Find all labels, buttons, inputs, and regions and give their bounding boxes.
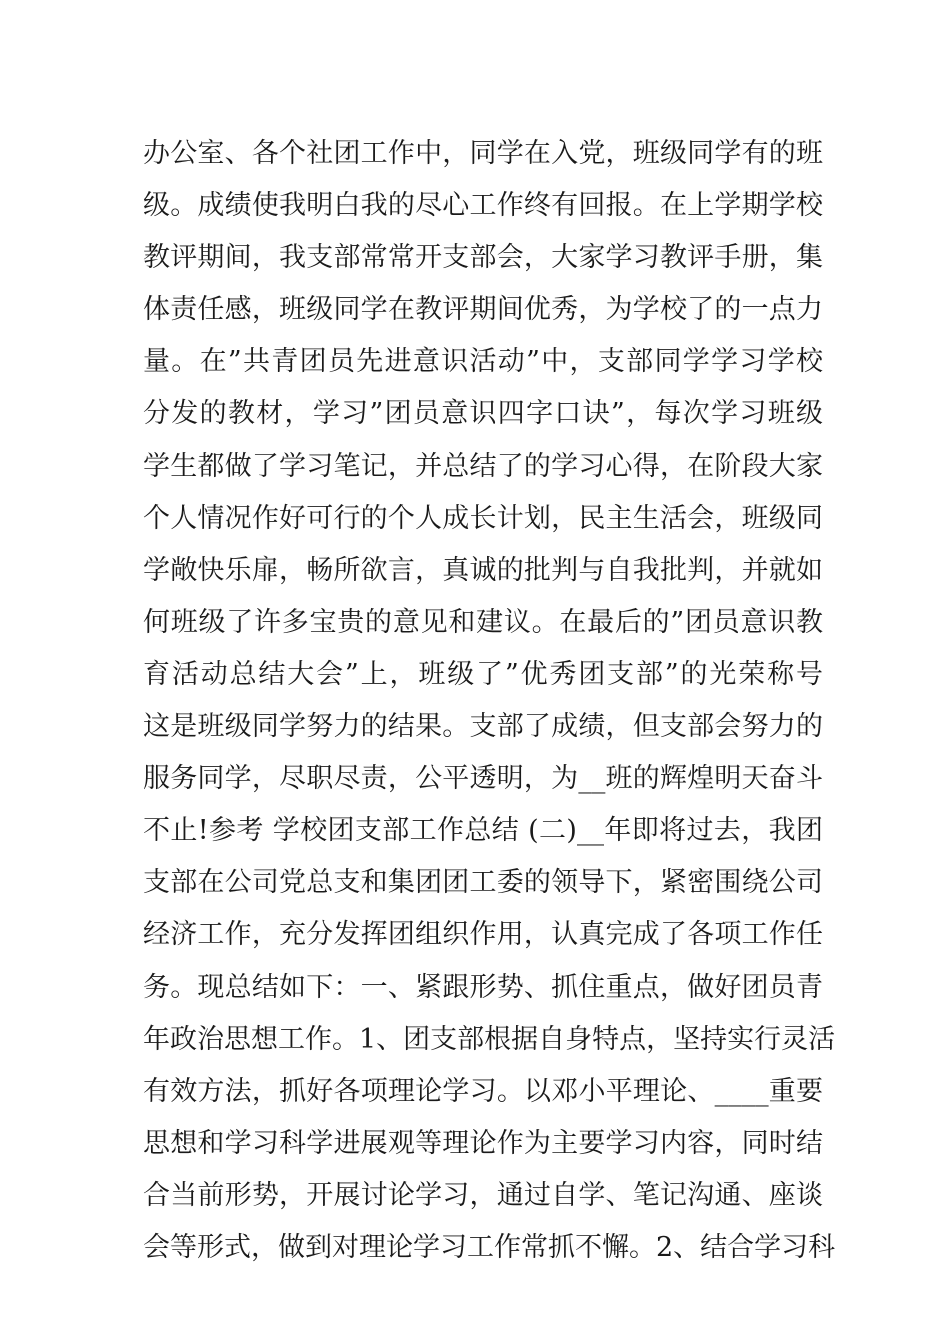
text-line: 服务同学，尽职尽责，公平透明，为__班的辉煌明天奋斗 bbox=[143, 763, 823, 795]
text-line: 体责任感，班级同学在教评期间优秀，为学校了的一点力 bbox=[143, 294, 823, 326]
text-line: 育活动总结大会”上，班级了”优秀团支部”的光荣称号 bbox=[143, 658, 823, 690]
text-line: 量。在”共青团员先进意识活动”中，支部同学学习学校 bbox=[143, 346, 823, 378]
text-line: 经济工作，充分发挥团组织作用，认真完成了各项工作任 bbox=[143, 919, 823, 951]
text-line: 支部在公司党总支和集团团工委的领导下，紧密围绕公司 bbox=[143, 867, 823, 899]
text-line: 务。现总结如下：一、紧跟形势、抓住重点，做好团员青 bbox=[143, 971, 823, 1003]
text-line: 这是班级同学努力的结果。支部了成绩，但支部会努力的 bbox=[143, 711, 823, 743]
text-line: 年政治思想工作。1、团支部根据自身特点，坚持实行灵活 bbox=[143, 1023, 836, 1055]
text-line: 个人情况作好可行的个人成长计划，民主生活会，班级同 bbox=[143, 502, 823, 534]
text-line: 学敞快乐扉，畅所欲言，真诚的批判与自我批判，并就如 bbox=[143, 554, 823, 586]
text-line: 办公室、各个社团工作中，同学在入党，班级同学有的班 bbox=[143, 138, 823, 169]
text-line: 合当前形势，开展讨论学习，通过自学、笔记沟通、座谈 bbox=[143, 1179, 823, 1211]
body-text bbox=[143, 128, 836, 1274]
text-line: 会等形式，做到对理论学习工作常抓不懈。2、结合学习科 bbox=[143, 1231, 836, 1263]
text-line: 教评期间，我支部常常开支部会，大家学习教评手册，集 bbox=[143, 242, 823, 274]
text-line: 何班级了许多宝贵的意见和建议。在最后的”团员意识教 bbox=[143, 606, 823, 638]
text-line: 分发的教材，学习”团员意识四字口诀”，每次学习班级 bbox=[143, 398, 823, 430]
text-line: 不止!参考 学校团支部工作总结 (二)__年即将过去，我团 bbox=[143, 815, 823, 847]
text-line: 级。成绩使我明白我的尽心工作终有回报。在上学期学校 bbox=[143, 190, 823, 222]
text-line: 思想和学习科学进展观等理论作为主要学习内容，同时结 bbox=[143, 1127, 823, 1159]
text-line: 学生都做了学习笔记，并总结了的学习心得，在阶段大家 bbox=[143, 450, 823, 482]
text-line: 有效方法，抓好各项理论学习。以邓小平理论、____重要 bbox=[143, 1075, 823, 1107]
